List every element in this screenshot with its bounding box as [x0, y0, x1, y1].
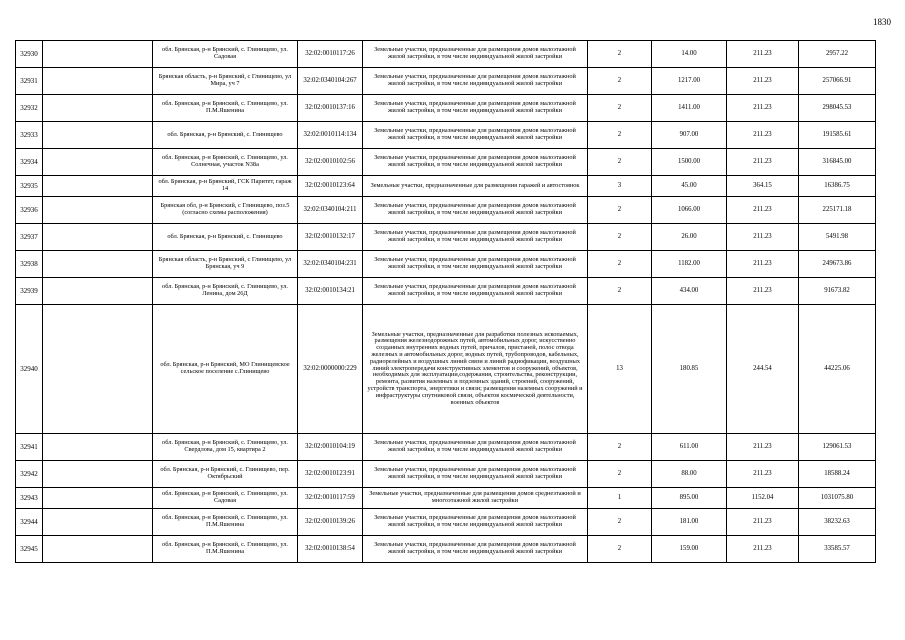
cadastral-number-cell: 32:02:0010123:91 [298, 461, 363, 488]
land-use-purpose-cell: Земельные участки, предназначенные для размещения домов малоэтажной жилой застройки, в том числе индивидуальной жилой застройки [363, 41, 588, 68]
row-number-cell: 32932 [16, 95, 43, 122]
cadastral-number-cell: 32:02:0010134:21 [298, 278, 363, 305]
specific-value-cell: 244.54 [727, 305, 799, 434]
cadastral-value-table [15, 40, 876, 563]
cadastral-value-cell: 1031075.80 [799, 488, 876, 509]
land-use-purpose-cell: Земельные участки, предназначенные для размещения домов малоэтажной жилой застройки, в том числе индивидуальной жилой застройки [363, 251, 588, 278]
row-number-cell: 32936 [16, 197, 43, 224]
table-row [16, 68, 876, 95]
address-cell: обл. Брянская, р-н Брянский, с. Глинищево, ул. П.М.Яшенина [153, 509, 298, 536]
row-number-cell: 32931 [16, 68, 43, 95]
area-cell: 1500.00 [652, 149, 727, 176]
land-use-purpose-cell: Земельные участки, предназначенные для размещения домов малоэтажной жилой застройки, в том числе индивидуальной жилой застройки [363, 95, 588, 122]
area-cell: 1217.00 [652, 68, 727, 95]
area-cell: 434.00 [652, 278, 727, 305]
cadastral-number-cell: 32:02:0010117:26 [298, 41, 363, 68]
table-row [16, 305, 876, 434]
table-row [16, 176, 876, 197]
cadastral-value-cell: 38232.63 [799, 509, 876, 536]
specific-value-cell: 211.23 [727, 251, 799, 278]
address-cell: обл. Брянская, р-н Брянский, ГСК Паритет, гараж 14 [153, 176, 298, 197]
empty-cell [43, 536, 153, 563]
cadastral-value-cell: 44225.06 [799, 305, 876, 434]
row-number-cell: 32934 [16, 149, 43, 176]
area-cell: 1182.00 [652, 251, 727, 278]
address-cell: обл. Брянская, р-н Брянский, МО Глинищевское сельское поселение с.Глинищево [153, 305, 298, 434]
cadastral-value-cell: 249673.86 [799, 251, 876, 278]
cadastral-value-cell: 5491.98 [799, 224, 876, 251]
specific-value-cell: 211.23 [727, 509, 799, 536]
row-number-cell: 32940 [16, 305, 43, 434]
table-row [16, 224, 876, 251]
land-use-purpose-cell: Земельные участки, предназначенные для размещения домов малоэтажной жилой застройки, в том числе индивидуальной жилой застройки [363, 122, 588, 149]
address-cell: обл. Брянская, р-н Брянский, с. Глинищево, ул. Свердлова, дом 15, квартира 2 [153, 434, 298, 461]
row-number-cell: 32942 [16, 461, 43, 488]
land-use-purpose-cell: Земельные участки, предназначенные для размещения домов малоэтажной жилой застройки, в том числе индивидуальной жилой застройки [363, 434, 588, 461]
empty-cell [43, 509, 153, 536]
row-number-cell: 32933 [16, 122, 43, 149]
specific-value-cell: 211.23 [727, 95, 799, 122]
specific-value-cell: 211.23 [727, 122, 799, 149]
group-number-cell: 2 [588, 95, 652, 122]
row-number-cell: 32941 [16, 434, 43, 461]
table-body [16, 41, 876, 563]
row-number-cell: 32935 [16, 176, 43, 197]
group-number-cell: 1 [588, 488, 652, 509]
page-number: 1830 [873, 17, 891, 27]
area-cell: 907.00 [652, 122, 727, 149]
group-number-cell: 2 [588, 434, 652, 461]
cadastral-number-cell: 32:02:0010137:16 [298, 95, 363, 122]
cadastral-number-cell: 32:02:0010139:26 [298, 509, 363, 536]
area-cell: 26.00 [652, 224, 727, 251]
specific-value-cell: 211.23 [727, 461, 799, 488]
table-row [16, 251, 876, 278]
address-cell: обл. Брянская, р-н Брянский, с. Глинищево, ул. Садовая [153, 488, 298, 509]
land-use-purpose-cell: Земельные участки, предназначенные для разработки полезных ископаемых, размещения железнодорожных путей, автомобильных дорог, искусственно созданных внутренних водных путей, причалов, пристаней, полос отвода железных и автомобильных дорог, водных путей, трубопроводов, кабельных, радиорелейных и воздушных линий связи и линий радиофикации, воздушных линий электропередачи конструктивных элементов и сооружений, объектов, необходимых для эксплуатации,содержания, строительства, реконструкции, ремонта, развития наземных и подземных зданий, строений, сооружений, устройств транспорта, энергетики и связи; размещения наземных сооружений и инфраструктуры спутниковой связи, объектов космической деятельности, военных объектов [363, 305, 588, 434]
address-cell: обл. Брянская, р-н Брянский, с. Глинищево [153, 224, 298, 251]
address-cell: Брянская обл, р-н Брянский, с Глинищево, поз.5 (согласно схемы расположения) [153, 197, 298, 224]
address-cell: Брянская область, р-н Брянский, с Глинищево, ул Брянская, уч 9 [153, 251, 298, 278]
row-number-cell: 32939 [16, 278, 43, 305]
specific-value-cell: 364.15 [727, 176, 799, 197]
specific-value-cell: 211.23 [727, 224, 799, 251]
specific-value-cell: 211.23 [727, 41, 799, 68]
table-row [16, 461, 876, 488]
empty-cell [43, 122, 153, 149]
empty-cell [43, 41, 153, 68]
empty-cell [43, 197, 153, 224]
group-number-cell: 2 [588, 461, 652, 488]
address-cell: обл. Брянская, р-н Брянский, с. Глинищево [153, 122, 298, 149]
empty-cell [43, 434, 153, 461]
specific-value-cell: 211.23 [727, 197, 799, 224]
row-number-cell: 32930 [16, 41, 43, 68]
cadastral-value-cell: 33585.57 [799, 536, 876, 563]
table-row [16, 434, 876, 461]
specific-value-cell: 1152.04 [727, 488, 799, 509]
specific-value-cell: 211.23 [727, 434, 799, 461]
cadastral-number-cell: 32:02:0340104:231 [298, 251, 363, 278]
specific-value-cell: 211.23 [727, 278, 799, 305]
empty-cell [43, 278, 153, 305]
group-number-cell: 2 [588, 149, 652, 176]
empty-cell [43, 461, 153, 488]
address-cell: обл. Брянская, р-н Брянский, с. Глинищево, пер. Октябрьский [153, 461, 298, 488]
cadastral-value-cell: 2957.22 [799, 41, 876, 68]
group-number-cell: 2 [588, 509, 652, 536]
cadastral-number-cell: 32:02:0010123:64 [298, 176, 363, 197]
land-use-purpose-cell: Земельные участки, предназначенные для размещения домов малоэтажной жилой застройки, в том числе индивидуальной жилой застройки [363, 197, 588, 224]
address-cell: обл. Брянская, р-н Брянский, с. Глинищево, ул. Солнечная, участок N38а [153, 149, 298, 176]
empty-cell [43, 95, 153, 122]
cadastral-value-cell: 225171.18 [799, 197, 876, 224]
cadastral-value-cell: 91673.82 [799, 278, 876, 305]
land-use-purpose-cell: Земельные участки, предназначенные для размещения домов малоэтажной жилой застройки, в том числе индивидуальной жилой застройки [363, 461, 588, 488]
table-row [16, 122, 876, 149]
row-number-cell: 32938 [16, 251, 43, 278]
land-use-purpose-cell: Земельные участки, предназначенные для размещения домов малоэтажной жилой застройки, в том числе индивидуальной жилой застройки [363, 149, 588, 176]
area-cell: 611.00 [652, 434, 727, 461]
table-row [16, 509, 876, 536]
empty-cell [43, 251, 153, 278]
table-row [16, 41, 876, 68]
land-use-purpose-cell: Земельные участки, предназначенные для размещения домов малоэтажной жилой застройки, в том числе индивидуальной жилой застройки [363, 509, 588, 536]
row-number-cell: 32937 [16, 224, 43, 251]
group-number-cell: 2 [588, 122, 652, 149]
empty-cell [43, 305, 153, 434]
area-cell: 159.00 [652, 536, 727, 563]
row-number-cell: 32943 [16, 488, 43, 509]
empty-cell [43, 488, 153, 509]
cadastral-number-cell: 32:02:0010102:56 [298, 149, 363, 176]
empty-cell [43, 176, 153, 197]
table-row [16, 278, 876, 305]
land-use-purpose-cell: Земельные участки, предназначенные для размещения домов малоэтажной жилой застройки, в том числе индивидуальной жилой застройки [363, 224, 588, 251]
table-row [16, 488, 876, 509]
row-number-cell: 32945 [16, 536, 43, 563]
empty-cell [43, 68, 153, 95]
address-cell: обл. Брянская, р-н Брянский, с. Глинищево, ул. П.М.Яшенина [153, 536, 298, 563]
cadastral-number-cell: 32:02:0000000:229 [298, 305, 363, 434]
group-number-cell: 2 [588, 68, 652, 95]
cadastral-value-cell: 129061.53 [799, 434, 876, 461]
table-row [16, 197, 876, 224]
group-number-cell: 13 [588, 305, 652, 434]
cadastral-number-cell: 32:02:0010104:19 [298, 434, 363, 461]
specific-value-cell: 211.23 [727, 68, 799, 95]
area-cell: 45.00 [652, 176, 727, 197]
empty-cell [43, 224, 153, 251]
area-cell: 14.00 [652, 41, 727, 68]
table-row [16, 149, 876, 176]
area-cell: 1066.00 [652, 197, 727, 224]
specific-value-cell: 211.23 [727, 149, 799, 176]
address-cell: обл. Брянская, р-н Брянский, с. Глинищево, ул. Садовая [153, 41, 298, 68]
empty-cell [43, 149, 153, 176]
row-number-cell: 32944 [16, 509, 43, 536]
area-cell: 181.00 [652, 509, 727, 536]
cadastral-value-cell: 16386.75 [799, 176, 876, 197]
group-number-cell: 2 [588, 41, 652, 68]
area-cell: 180.85 [652, 305, 727, 434]
address-cell: Брянская область, р-н Брянский, с Глинищево, ул Мира, уч 7 [153, 68, 298, 95]
area-cell: 88.00 [652, 461, 727, 488]
group-number-cell: 2 [588, 251, 652, 278]
cadastral-number-cell: 32:02:0010114:134 [298, 122, 363, 149]
specific-value-cell: 211.23 [727, 536, 799, 563]
cadastral-number-cell: 32:02:0010117:59 [298, 488, 363, 509]
table-row [16, 536, 876, 563]
group-number-cell: 2 [588, 224, 652, 251]
group-number-cell: 2 [588, 278, 652, 305]
cadastral-number-cell: 32:02:0340104:267 [298, 68, 363, 95]
table-row [16, 95, 876, 122]
cadastral-value-cell: 18588.24 [799, 461, 876, 488]
group-number-cell: 2 [588, 536, 652, 563]
address-cell: обл. Брянская, р-н Брянский, с. Глинищево, ул. Ленина, дом 26Д [153, 278, 298, 305]
area-cell: 1411.00 [652, 95, 727, 122]
cadastral-value-cell: 316845.00 [799, 149, 876, 176]
cadastral-value-cell: 298045.53 [799, 95, 876, 122]
group-number-cell: 2 [588, 197, 652, 224]
land-use-purpose-cell: Земельные участки, предназначенные для размещения домов малоэтажной жилой застройки, в том числе индивидуальной жилой застройки [363, 68, 588, 95]
cadastral-number-cell: 32:02:0010132:17 [298, 224, 363, 251]
group-number-cell: 3 [588, 176, 652, 197]
land-use-purpose-cell: Земельные участки, предназначенные для размещения домов малоэтажной жилой застройки, в том числе индивидуальной жилой застройки [363, 278, 588, 305]
cadastral-number-cell: 32:02:0010138:54 [298, 536, 363, 563]
land-use-purpose-cell: Земельные участки, предназначенные для размещения домов среднеэтажной и многоэтажной жилой застройки [363, 488, 588, 509]
cadastral-value-cell: 257066.91 [799, 68, 876, 95]
land-use-purpose-cell: Земельные участки, предназначенные для размещения домов малоэтажной жилой застройки, в том числе индивидуальной жилой застройки [363, 536, 588, 563]
cadastral-value-cell: 191585.61 [799, 122, 876, 149]
cadastral-number-cell: 32:02:0340104:211 [298, 197, 363, 224]
address-cell: обл. Брянская, р-н Брянский, с. Глинищево, ул. П.М.Яшенина [153, 95, 298, 122]
land-use-purpose-cell: Земельные участки, предназначенные для размещения гаражей и автостоянок [363, 176, 588, 197]
area-cell: 895.00 [652, 488, 727, 509]
